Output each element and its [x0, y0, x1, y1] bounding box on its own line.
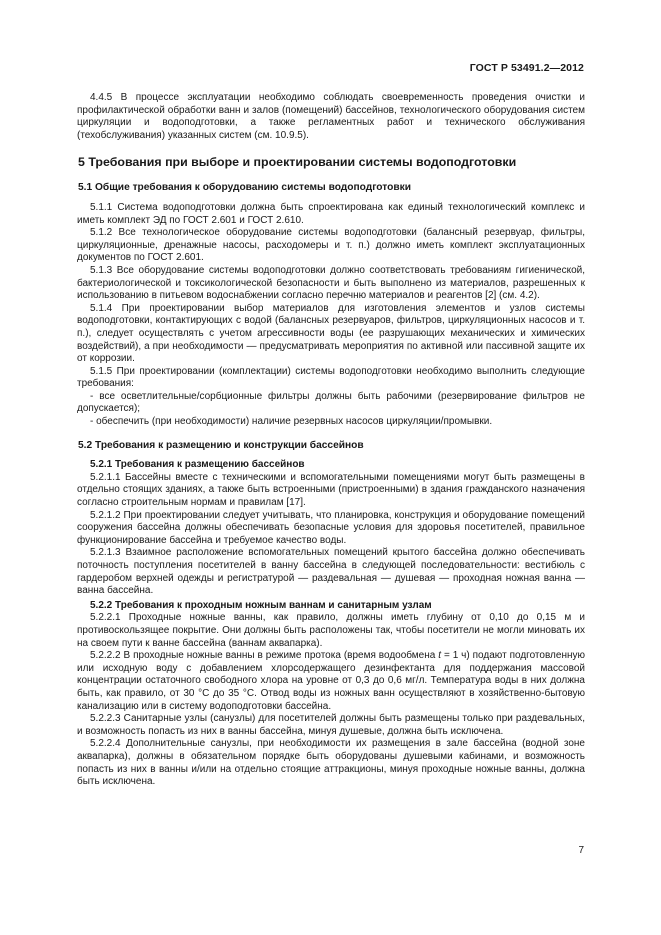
list-item-2: - обеспечить (при необходимости) наличие резервных насосов циркуляции/промывки. [90, 416, 493, 428]
paragraph-5-2-1-1: 5.2.1.1 Бассейны вместе с техническими и вспомогательными помещениями могут быть размещены в отдельно стоящих зданиях, а также быть встроенными (пристроенными) в здания гражданского назначения согласно строительным нормам и правилам [17]. [77, 471, 585, 509]
section-5-1-title: 5.1 Общие требования к оборудованию системы водоподготовки [78, 182, 411, 194]
paragraph-5-2-1-3: 5.2.1.3 Взаимное расположение вспомогательных помещений крытого бассейна должно обеспечивать поточность поступления посетителей в ванну бассейна в следующей последовательности: вестибюль с гардеробом верхней одежды и регистратурой — раздевальная — душевая — проходная ножная ванна — ванна бассейна. [77, 547, 585, 597]
section-5-title: 5 Требования при выборе и проектировании системы водоподготовки [78, 155, 517, 170]
paragraph-5-1-3: 5.1.3 Все оборудование системы водоподготовки должно соответствовать требованиям гигиенической, бактериологической и токсикологической безопасности и быть выполнено из материалов, разрешенных к использованию в питьевом водоснабжении согласно перечню материалов и реагентов [2] (см. 4.2). [77, 264, 585, 302]
paragraph-4-4-5: 4.4.5 В процессе эксплуатации необходимо соблюдать своевременность проведения очистки и профилактической обработки ванн и залов (помещений) бассейнов, технологического оборудования систем циркуляции и водоподготовки, а также регламентных работ и технического обслуживания (техобслуживания) указанных систем (см. 10.9.5). [77, 92, 585, 141]
section-5-2-1-title: 5.2.1 Требования к размещению бассейнов [90, 459, 305, 471]
section-5-2-title: 5.2 Требования к размещению и конструкции бассейнов [78, 439, 364, 451]
paragraph-5-1-2: 5.1.2 Все технологическое оборудование системы водоподготовки (балансный резервуар, фильтры, циркуляционные, дренажные насосы, расходомеры и т. п.) должно иметь комплект эксплуатационных документов по ГОСТ 2.601. [77, 227, 585, 264]
paragraph-5-2-2-3: 5.2.2.3 Санитарные узлы (санузлы) для посетителей должны быть размещены только при раздевальных, и возможность попасть из них в ванны бассейна, минуя душевые, должна быть исключена. [77, 713, 585, 737]
document-header: ГОСТ Р 53491.2—2012 [469, 62, 584, 74]
paragraph-5-2-1-2: 5.2.1.2 При проектировании следует учитывать, что планировка, конструкция и оборудование помещений сооружения бассейна должны обеспечивать безопасные условия для здоровья посетителей, правильное функционирование бассейна и требуемое качество воды. [77, 509, 585, 546]
paragraph-5-2-2-4: 5.2.2.4 Дополнительные санузлы, при необходимости их размещения в зале бассейна (водной зоне аквапарка), должны в обязательном порядке быть оборудованы душевыми кабинами, и возможность попасть из них в ванны и/или на отдельно стоящие аттракционы, минуя проходные ножные ванны, должна быть исключена. [77, 738, 585, 788]
page-number: 7 [578, 845, 584, 856]
page-content [77, 92, 585, 789]
list-item-1: - все осветлительные/сорбционные фильтры должны быть рабочими (резервирование фильтров не допускается); [77, 390, 585, 415]
time-variable: t [438, 650, 442, 662]
paragraph-5-1-5: 5.1.5 При проектировании (комплектации) системы водоподготовки необходимо выполнить следующие требования: [77, 365, 585, 390]
paragraph-5-2-2-2 [77, 650, 585, 713]
paragraph-5-1-1: 5.1.1 Система водоподготовки должна быть спроектирована как единый технологический комплекс и иметь комплект ЭД по ГОСТ 2.601 и ГОСТ 2.610. [77, 201, 585, 226]
paragraph-5-1-4: 5.1.4 При проектировании выбор материалов для изготовления элементов и узлов системы водоподготовки, контактирующих с водой (балансных резервуаров, фильтров, циркуляционных насосов и т. п.), следует осуществлять с учетом агрессивности воды (ее разрушающих механических и химических воздействий), а при необходимости — предусматривать мероприятия по активной или пассивной защите их от коррозии. [77, 302, 585, 365]
paragraph-5-2-2-2-start: 5.2.2.2 В проходные ножные ванны в режиме протока (время водообмена [90, 650, 439, 662]
paragraph-5-2-2-2-end: = 1 ч) подают подготовленную или исходную воду с добавлением хлорсодержащего дезинфектанта для поддержания массовой концентрации остаточного свободного хлора на уровне от 0,3 до 0,6 мг/л. Температура воды в них должна быть, как правило, от 30 °С до 35 °С. Отвод воды из ножных ванн осуществляют в хозяйственно-бытовую канализацию или в систему водоподготовки бассейна. [77, 650, 585, 712]
section-5-2-2-title: 5.2.2 Требования к проходным ножным ваннам и санитарным узлам [90, 599, 432, 611]
paragraph-5-2-2-1: 5.2.2.1 Проходные ножные ванны, как правило, должны иметь глубину от 0,10 до 0,15 м и противоскользящее покрытие. Они должны быть расположены так, чтобы посетители не могли миновать их на своем пути к ванне бассейна (ваннам аквапарка). [77, 612, 585, 649]
